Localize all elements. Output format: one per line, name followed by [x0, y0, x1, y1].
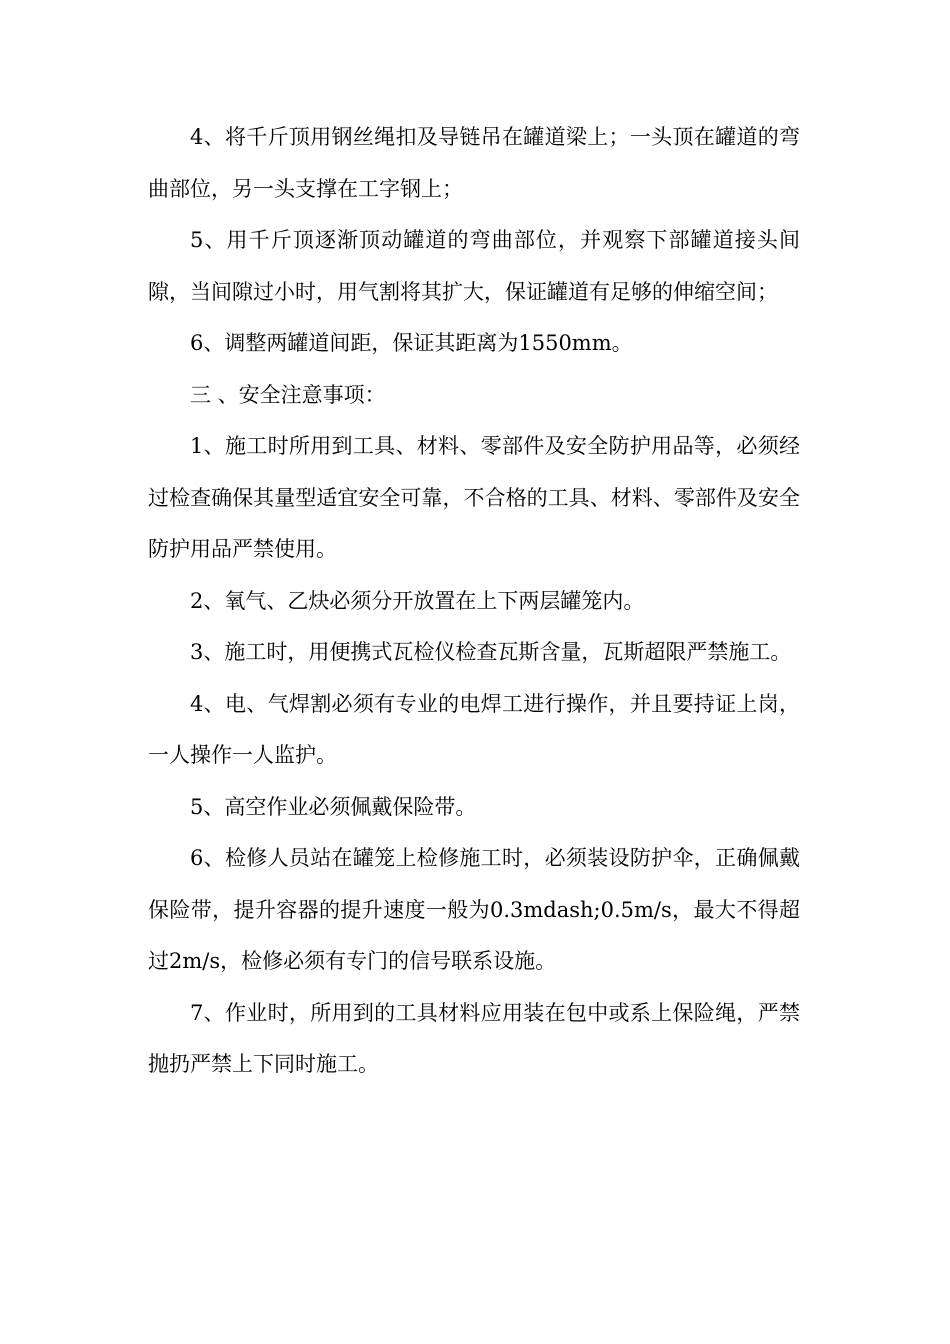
paragraph-safety-7-tools: 7、作业时，所用到的工具材料应用装在包中或系上保险绳，严禁抛扔严禁上下同时施工。: [148, 1000, 800, 1076]
paragraph-safety-2-gas-cylinders: 2、氧气、乙炔必须分开放置在上下两层罐笼内。: [190, 588, 645, 613]
paragraph-safety-3-gas-detection: 3、施工时，用便携式瓦检仪检查瓦斯含量，瓦斯超限严禁施工。: [190, 640, 792, 664]
paragraph-safety-1-inspection: 1、施工时所用到工具、材料、零部件及安全防护用品等，必须经过检查确保其量型适宜安全可靠，不合格的工具、材料、零部件及安全防护用品严禁使用。: [148, 434, 800, 561]
paragraph-step-4-jack-setup: 4、将千斤顶用钢丝绳扣及导链吊在罐道梁上；一头顶在罐道的弯曲部位，另一头支撑在工字钢上；: [148, 125, 800, 201]
paragraph-step-5-jack-push: 5、用千斤顶逐渐顶动罐道的弯曲部位，并观察下部罐道接头间隙，当间隙过小时，用气割将其扩大，保证罐道有足够的伸缩空间；: [148, 228, 800, 304]
paragraph-safety-6-cage-work: 6、检修人员站在罐笼上检修施工时，必须装设防护伞，正确佩戴保险带，提升容器的提升速度一般为0.3mdash;0.5m/s，最大不得超过2m/s，检修必须有专门的信号联系设施。: [148, 846, 800, 973]
section-heading-safety: 三 、安全注意事项：: [190, 382, 386, 407]
document-body: [148, 112, 800, 1091]
paragraph-step-6-spacing: 6、调整两罐道间距，保证其距离为1550mm。: [190, 331, 633, 355]
paragraph-safety-5-harness: 5、高空作业必须佩戴保险带。: [190, 794, 477, 819]
paragraph-safety-4-welding: 4、电、气焊割必须有专业的电焊工进行操作，并且要持证上岗，一人操作一人监护。: [148, 691, 800, 767]
